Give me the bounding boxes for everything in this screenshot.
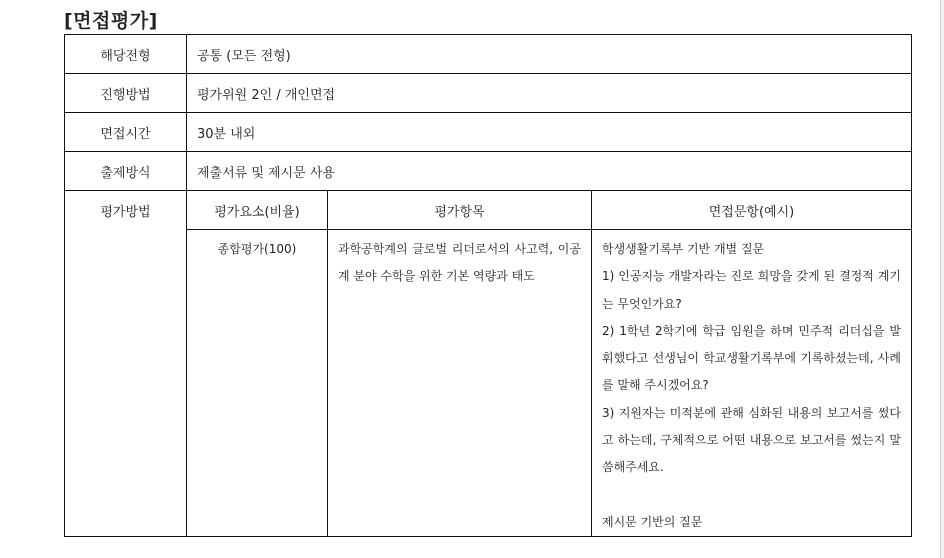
evaluation-element: 종합평가(100) bbox=[187, 230, 328, 537]
spacer bbox=[602, 482, 901, 509]
questions-footer: 제시문 기반의 질문 bbox=[602, 514, 703, 529]
row-label: 진행방법 bbox=[65, 74, 187, 113]
evaluation-item-text: 과학공학계의 글로벌 리더로서의 사고력, 이공계 분야 수학을 위한 기본 역량과 태도 bbox=[338, 242, 581, 284]
row-value: 30분 내외 bbox=[187, 113, 912, 152]
row-value: 공통 (모든 전형) bbox=[187, 35, 912, 74]
section-title: [면접평가] bbox=[64, 10, 158, 32]
column-header-element: 평가요소(비율) bbox=[187, 191, 328, 230]
interview-questions bbox=[592, 230, 912, 537]
row-value: 제출서류 및 제시문 사용 bbox=[187, 152, 912, 191]
table-row bbox=[65, 35, 912, 74]
row-label: 면접시간 bbox=[65, 113, 187, 152]
row-label: 해당전형 bbox=[65, 35, 187, 74]
table-row bbox=[65, 230, 912, 537]
table-row bbox=[65, 152, 912, 191]
column-header-item: 평가항목 bbox=[328, 191, 592, 230]
table-row bbox=[65, 113, 912, 152]
table-row bbox=[65, 74, 912, 113]
questions-heading: 학생생활기록부 기반 개별 질문 bbox=[602, 242, 765, 256]
row-value: 평가위원 2인 / 개인면접 bbox=[187, 74, 912, 113]
interview-evaluation-table bbox=[64, 34, 912, 537]
question-1: 1) 인공지능 개발자라는 진로 희망을 갖게 된 결정적 계기는 무엇인가요? bbox=[602, 269, 901, 311]
column-header-questions: 면접문항(예시) bbox=[592, 191, 912, 230]
method-label: 평가방법 bbox=[65, 191, 187, 537]
table-row bbox=[65, 191, 912, 230]
row-label: 출제방식 bbox=[65, 152, 187, 191]
question-3: 3) 지원자는 미적분에 관해 심화된 내용의 보고서를 썼다고 하는데, 구체적으로 어떤 내용으로 보고서를 썼는지 말씀해주세요. bbox=[602, 405, 901, 475]
question-2: 2) 1학년 2학기에 학급 임원을 하며 민주적 리더십을 발휘했다고 선생님이 학교생활기록부에 기록하셨는데, 사례를 말해 주시겠어요? bbox=[602, 323, 901, 393]
evaluation-item bbox=[328, 230, 592, 537]
